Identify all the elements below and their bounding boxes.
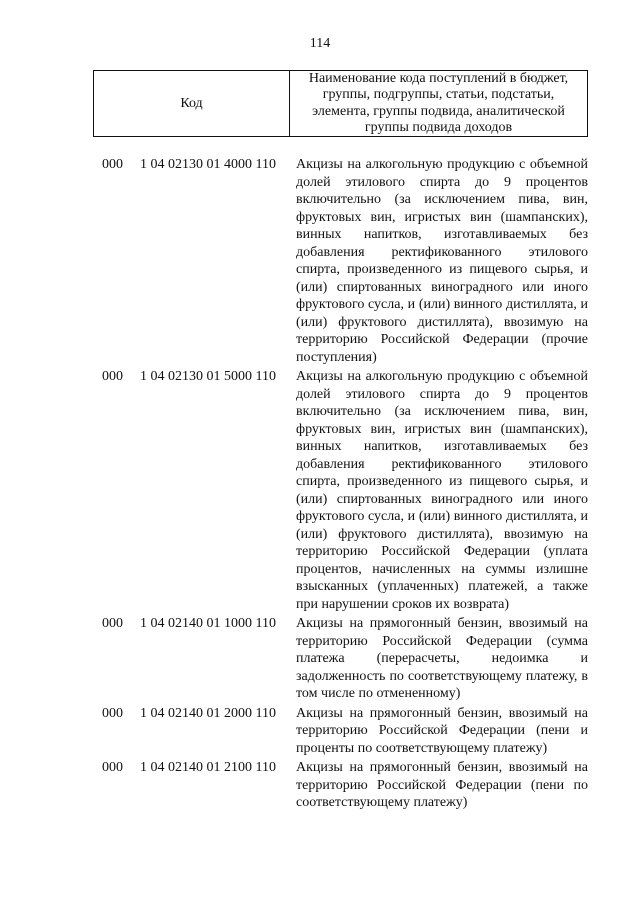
table-row	[102, 705, 588, 758]
table-row	[102, 156, 588, 366]
table-row	[102, 759, 588, 812]
header-name-column: Наименование кода поступлений в бюджет, группы, подгруппы, статьи, подстатьи, элемента, группы подвида, аналитической группы подвида доходов	[308, 71, 569, 135]
header-code-column: Код	[94, 71, 290, 136]
table-row	[102, 368, 588, 613]
row-revenue-name: Акцизы на алкогольную продукцию с объемной долей этилового спирта до 9 процентов включительно (за исключением пива, вин, фруктовых вин, игристых вин (шампанских), винных напитков, изготавливаемых без добавления ректификованного этилового спирта, произведенного из пищевого сырья, и (или) спиртованных виноградного или иного фруктового сусла, и (или) винного дистиллята, и (или) фруктового дистиллята), ввозимую на территорию Российской Федерации (уплата процентов, начисленных на суммы излишне взысканных (уплаченных) платежей, а также при нарушении сроков их возврата)	[296, 369, 588, 612]
table-row	[102, 615, 588, 703]
row-revenue-name: Акцизы на алкогольную продукцию с объемной долей этилового спирта до 9 процентов включительно (за исключением пива, вин, фруктовых вин, игристых вин (шампанских), винных напитков, изготавливаемых без добавления ректификованного этилового спирта, произведенного из пищевого сырья, и (или) спиртованных виноградного или иного фруктового сусла, и (или) винного дистиллята, и (или) фруктового дистиллята), ввозимую на территорию Российской Федерации (прочие поступления)	[296, 157, 588, 365]
row-revenue-code: 1 04 02130 01 5000 110	[140, 369, 276, 384]
row-admin-code: 000	[102, 369, 123, 384]
row-revenue-code: 1 04 02140 01 1000 110	[140, 616, 276, 631]
row-admin-code: 000	[102, 157, 123, 172]
table-header	[93, 70, 588, 137]
row-revenue-name: Акцизы на прямогонный бензин, ввозимый на территорию Российской Федерации (пени и проценты по соответствующему платежу)	[296, 705, 588, 756]
page-number: 114	[309, 36, 331, 51]
row-admin-code: 000	[102, 616, 123, 631]
table-body	[102, 156, 588, 812]
row-revenue-name: Акцизы на прямогонный бензин, ввозимый на территорию Российской Федерации (пени по соответствующему платежу)	[296, 760, 588, 810]
row-revenue-code: 1 04 02130 01 4000 110	[140, 157, 276, 172]
row-revenue-name: Акцизы на прямогонный бензин, ввозимый на территорию Российской Федерации (сумма платежа (перерасчеты, недоимка и задолженность по соответствующему платежу, в том числе по отмененному)	[296, 616, 588, 701]
row-revenue-code: 1 04 02140 01 2000 110	[140, 705, 276, 721]
row-revenue-code: 1 04 02140 01 2100 110	[140, 760, 276, 775]
row-admin-code: 000	[102, 705, 123, 721]
row-admin-code: 000	[102, 760, 123, 775]
